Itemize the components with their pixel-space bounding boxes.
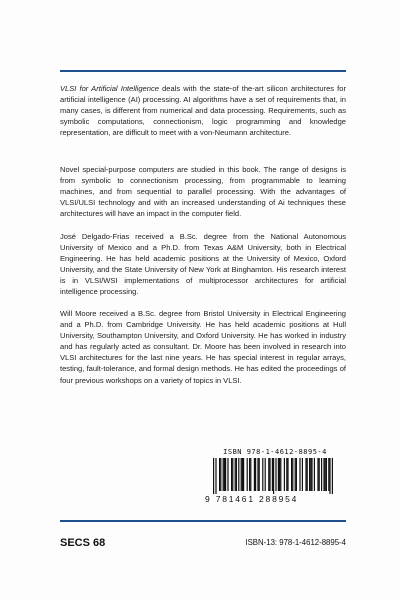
description-text-1: deals with the state-of the-art silicon architectures for artificial intelligence (AI) processing. AI algorithms have a set of requirements that, in many cases, is different from numerical and data processing. Requirements, such as symbolic computations, connectionism, logic programming and knowledge representation, are difficult to meet with a von-Neumann architecture. (60, 84, 346, 138)
barcode-bars (205, 458, 345, 494)
description-text-2: Novel special-purpose computers are studied in this book. The range of designs is from symbolic to connectionism processing, from programmable to learning machines, and from sequential to parallel processing. With the advantages of VLSI/ULSI technology and with an increased understanding of Ai techniques these architectures will have an impact in the computer field. (60, 165, 346, 219)
isbn13-label: ISBN-13: 978-1-4612-8895-4 (245, 538, 346, 547)
description-paragraph-1 (60, 83, 346, 138)
description-paragraph-2 (60, 164, 346, 219)
barcode-isbn-label: ISBN 978-1-4612-8895-4 (223, 448, 327, 456)
series-label: SECS 68 (60, 537, 106, 549)
top-rule (60, 70, 346, 72)
author-bio-moore (60, 308, 346, 386)
bottom-rule (60, 520, 346, 522)
author-bio-delgado-text: José Delgado-Frias received a B.Sc. degree from the National Autonomous University of Mexico and a Ph.D. from Texas A&M University, both in Electrical Engineering. He has held academic positions at the University of Mexico, Oxford University, and the State University of New York at Binghamton. His research interest is in VLSI/WSI implementations of multiprocessor architectures for artificial intelligence processing. (60, 232, 346, 297)
barcode-digits: 9 781461 288954 (205, 494, 299, 504)
book-title: VLSI for Artificial Intelligence (60, 84, 159, 93)
author-bio-delgado (60, 231, 346, 298)
barcode (205, 448, 345, 506)
author-bio-moore-text: Will Moore received a B.Sc. degree from Bristol University in Electrical Engineering and a Ph.D. from Cambridge University. He has held academic positions at Hull University, Southampton University, and Oxford University. He has worked in industry and has regularly acted as consultant. Dr. Moore has been involved in research into VLSI architectures for the last nine years. He has special interest in regular arrays, testing, fault-tolerance, and formal design methods. He has edited the proceedings of four previous workshops on a variety of topics in VLSI. (60, 309, 346, 385)
